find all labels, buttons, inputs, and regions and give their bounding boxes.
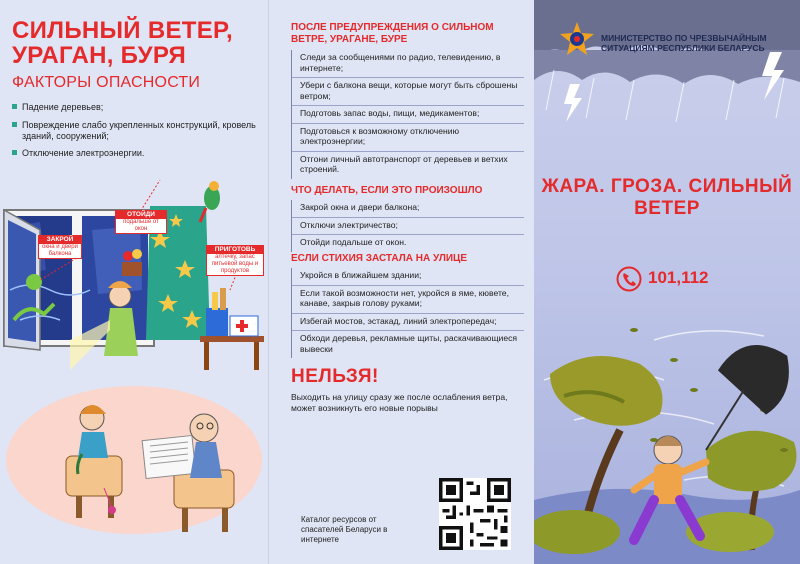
label-close-text: окна и двери балкона xyxy=(42,244,78,257)
panel1-title: СИЛЬНЫЙ ВЕТЕР, УРАГАН, БУРЯ xyxy=(12,17,233,69)
factor-item: Отключение электроэнергии. xyxy=(12,148,262,159)
panel-instructions xyxy=(268,0,535,564)
after-warning-title: ПОСЛЕ ПРЕДУПРЕЖДЕНИЯ О СИЛЬНОМ ВЕТРЕ, УРАГАНЕ, БУРЕ xyxy=(291,22,494,45)
label-prepare xyxy=(206,245,264,276)
forbidden-title: НЕЛЬЗЯ! xyxy=(291,366,379,387)
after-warning-list xyxy=(291,50,524,179)
factor-item: Падение деревьев; xyxy=(12,102,262,113)
catalog-caption: Каталог ресурсов от спасателей Беларуси в интернете xyxy=(301,515,388,544)
list-item: Отгони личный автотранспорт от деревьев и ветхих строений. xyxy=(300,153,508,174)
emergency-phone[interactable]: 101,112 xyxy=(648,268,709,287)
list-item: Закрой окна и двери балкона; xyxy=(292,200,524,218)
outside-list xyxy=(291,268,524,358)
panel-hazard-factors xyxy=(0,0,268,564)
label-close-title: ЗАКРОЙ xyxy=(39,236,81,244)
list-item: Обходи деревья, рекламные щиты, раскачивающиеся вывески xyxy=(300,333,518,354)
storm-clouds-illustration xyxy=(534,0,800,130)
list-item: Убери с балкона вещи, которые могут быть сброшены ветром; xyxy=(292,78,524,106)
factor-item: Повреждение слабо укрепленных конструкций, кровель зданий, сооружений; xyxy=(12,120,262,142)
label-away-text: подальше от окон xyxy=(123,219,159,232)
label-prepare-text: аптечку, запас питьевой воды и продуктов xyxy=(211,254,259,274)
forbidden-text: Выходить на улицу сразу же после ослабления ветра, может возникнуть его новые порывы xyxy=(291,392,508,413)
label-away-title: ОТОЙДИ xyxy=(116,211,166,219)
list-item: Следи за сообщениями по радио, телевидению, в интернете; xyxy=(292,50,524,78)
what-to-do-list xyxy=(291,200,524,252)
mchs-emblem-icon xyxy=(560,22,594,56)
list-item: Подготовься к возможному отключению электроэнергии; xyxy=(292,124,524,152)
panel1-subtitle: ФАКТОРЫ ОПАСНОСТИ xyxy=(12,74,201,91)
list-item: Если такой возможности нет, укройся в яме, кювете, канаве, закрыв голову руками; xyxy=(292,286,524,314)
phone-icon xyxy=(616,266,642,292)
family-illustration xyxy=(0,378,268,564)
list-item: Избегай мостов, эстакад, линий электропередач; xyxy=(292,314,524,332)
cover-title: ЖАРА. ГРОЗА. СИЛЬНЫЙ ВЕТЕР xyxy=(541,176,793,219)
label-away xyxy=(115,210,167,234)
panel-cover xyxy=(534,0,800,564)
windstorm-illustration xyxy=(534,300,800,564)
qr-code[interactable] xyxy=(439,478,511,550)
list-item: Подготовь запас воды, пищи, медикаментов; xyxy=(292,106,524,124)
label-prepare-title: ПРИГОТОВЬ xyxy=(207,246,263,254)
ministry-name: МИНИСТЕРСТВО ПО ЧРЕЗВЫЧАЙНЫМ СИТУАЦИЯМ РЕСПУБЛИКИ БЕЛАРУСЬ xyxy=(601,33,767,53)
label-close xyxy=(38,235,82,259)
list-item: Отойди подальше от окон. xyxy=(300,237,407,247)
list-item: Отключи электричество; xyxy=(292,218,524,236)
what-to-do-title: ЧТО ДЕЛАТЬ, ЕСЛИ ЭТО ПРОИЗОШЛО xyxy=(291,185,483,196)
list-item: Укройся в ближайшем здании; xyxy=(292,268,524,286)
outside-title: ЕСЛИ СТИХИЯ ЗАСТАЛА НА УЛИЦЕ xyxy=(291,253,468,264)
